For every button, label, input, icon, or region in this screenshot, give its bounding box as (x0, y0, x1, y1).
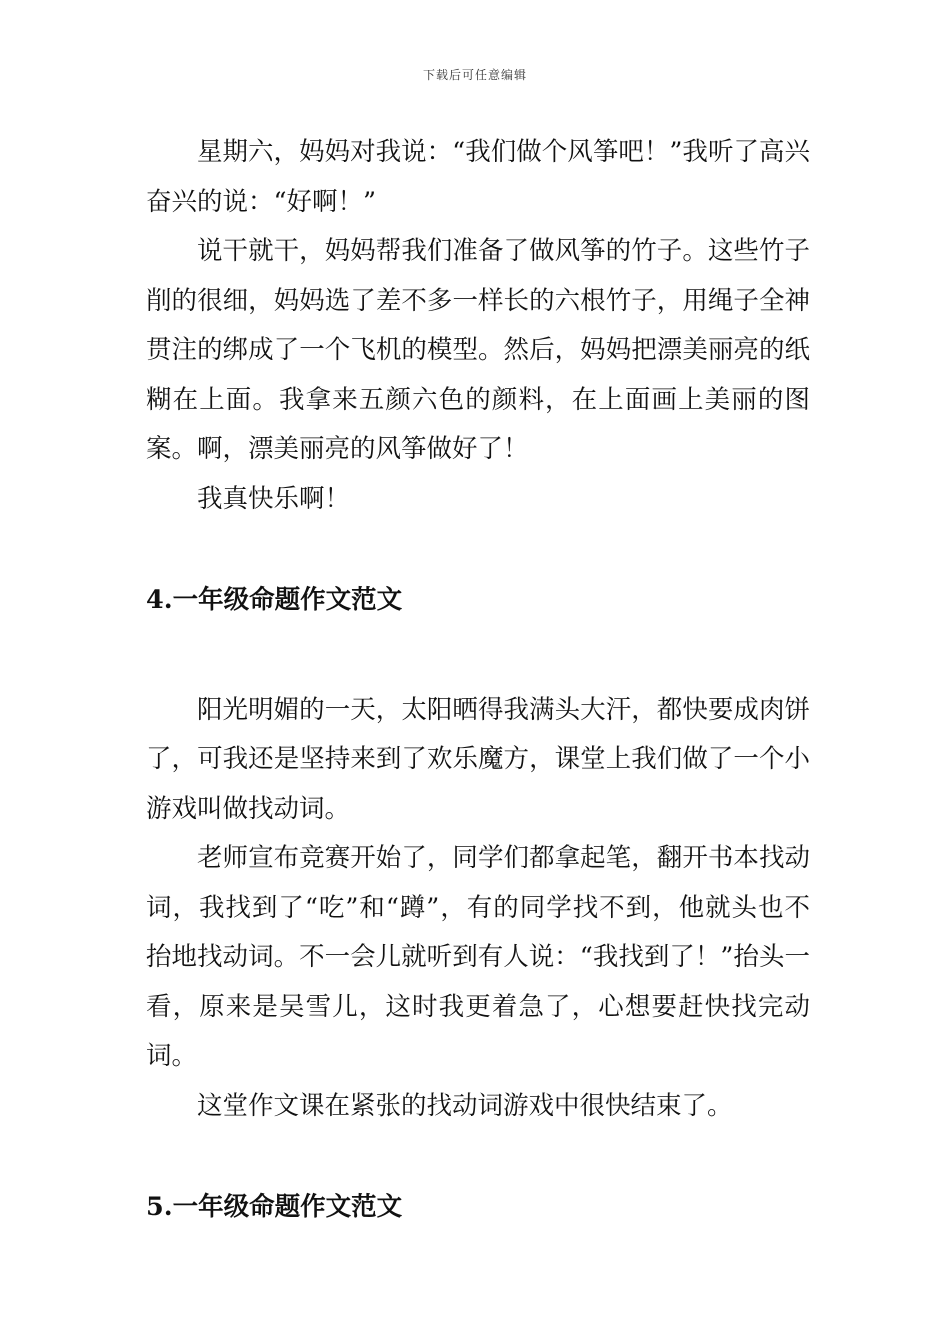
section-heading: 5.一年级命题作文范文 (146, 1192, 403, 1222)
paragraph: 老师宣布竞赛开始了，同学们都拿起笔，翻开书本找动词，我找到了“吃”和“蹲”，有的同学找不到，他就头也不抬地找动词。不一会儿就听到有人说：“我找到了！”抬头一看，原来是吴雪儿，这时我更着急了，心想要赶快找完动词。 (146, 843, 810, 1071)
paragraph: 阳光明媚的一天，太阳晒得我满头大汗，都快要成肉饼了，可我还是坚持来到了欢乐魔方，课堂上我们做了一个小游戏叫做找动词。 (146, 694, 810, 824)
paragraph: 我真快乐啊！ (197, 483, 351, 514)
paragraph: 这堂作文课在紧张的找动词游戏中很快结束了。 (197, 1090, 733, 1121)
section-heading: 4.一年级命题作文范文 (146, 585, 403, 615)
paragraph: 星期六，妈妈对我说：“我们做个风筝吧！”我听了高兴奋兴的说：“好啊！” (146, 137, 810, 217)
document-body (146, 128, 810, 1233)
paragraph: 说干就干，妈妈帮我们准备了做风筝的竹子。这些竹子削的很细，妈妈选了差不多一样长的六根竹子，用绳子全神贯注的绑成了一个飞机的模型。然后，妈妈把漂美丽亮的纸糊在上面。我拿来五颜六色的颜料，在上面画上美丽的图案。啊，漂美丽亮的风筝做好了！ (146, 236, 810, 464)
page-header: 下载后可任意编辑 (422, 68, 527, 82)
